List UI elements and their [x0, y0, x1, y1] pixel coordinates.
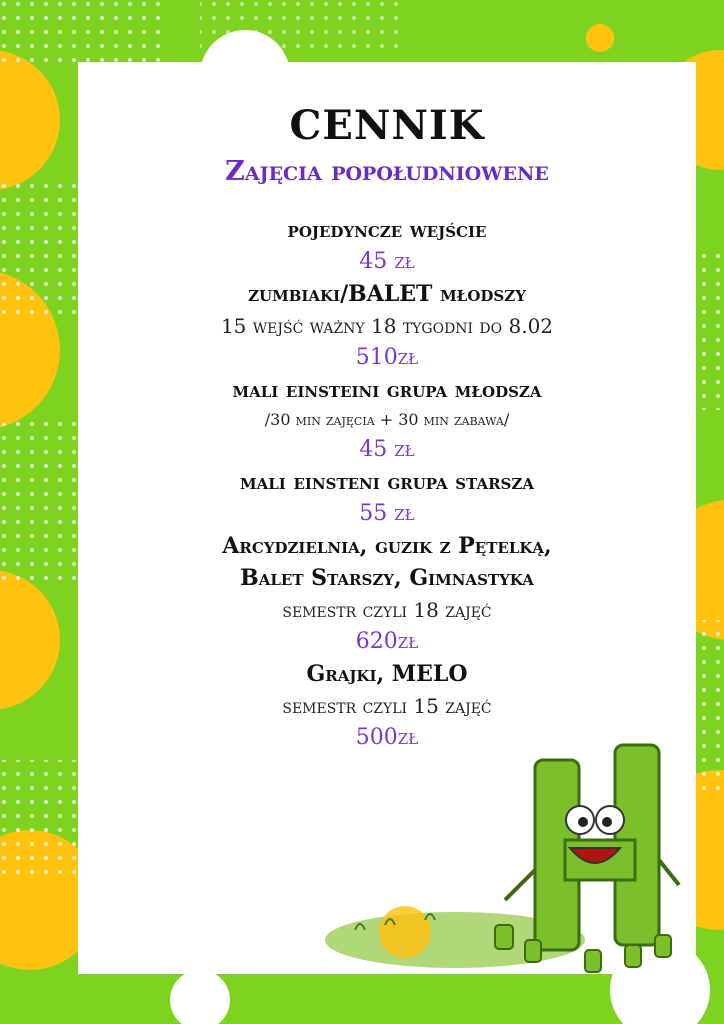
- item-heading: mali einsteini grupa młodsza: [232, 377, 542, 403]
- item-note: /30 min zajęcia + 30 min zabawa/: [264, 410, 510, 429]
- list-item: [78, 374, 696, 466]
- green-letter-h-mascot-icon: [325, 740, 695, 980]
- list-item: [78, 278, 696, 374]
- item-price: 45 zł: [359, 249, 415, 274]
- item-heading: Grajki, MELO: [306, 661, 468, 687]
- list-item: [78, 466, 696, 530]
- page-subtitle: Zajęcia popołudniowene: [225, 156, 549, 187]
- item-heading: mali einsteni grupa starsza: [240, 469, 534, 495]
- list-item: [78, 530, 696, 658]
- page-title: CENNIK: [289, 102, 485, 149]
- item-note: 15 wejść ważny 18 tygodni do 8.02: [220, 314, 554, 338]
- item-price: 55 zł: [359, 501, 415, 526]
- item-heading-line-1: Arcydzielnia, guzik z Pętelką,: [222, 533, 552, 559]
- item-heading: pojedyncze wejście: [287, 217, 487, 243]
- item-price: 500zł: [355, 725, 419, 750]
- item-note: semestr czyli 15 zajęć: [282, 694, 492, 718]
- item-heading-line-2: Balet Starszy, Gimnastyka: [240, 565, 534, 591]
- item-heading: zumbiaki/BALET młodszy: [248, 281, 526, 307]
- item-note: semestr czyli 18 zajęć: [282, 598, 492, 622]
- list-item: [78, 214, 696, 278]
- item-price: 510zł: [355, 345, 419, 370]
- item-price: 45 zł: [359, 437, 415, 462]
- item-price: 620zł: [355, 629, 419, 654]
- price-list-content: [78, 100, 696, 754]
